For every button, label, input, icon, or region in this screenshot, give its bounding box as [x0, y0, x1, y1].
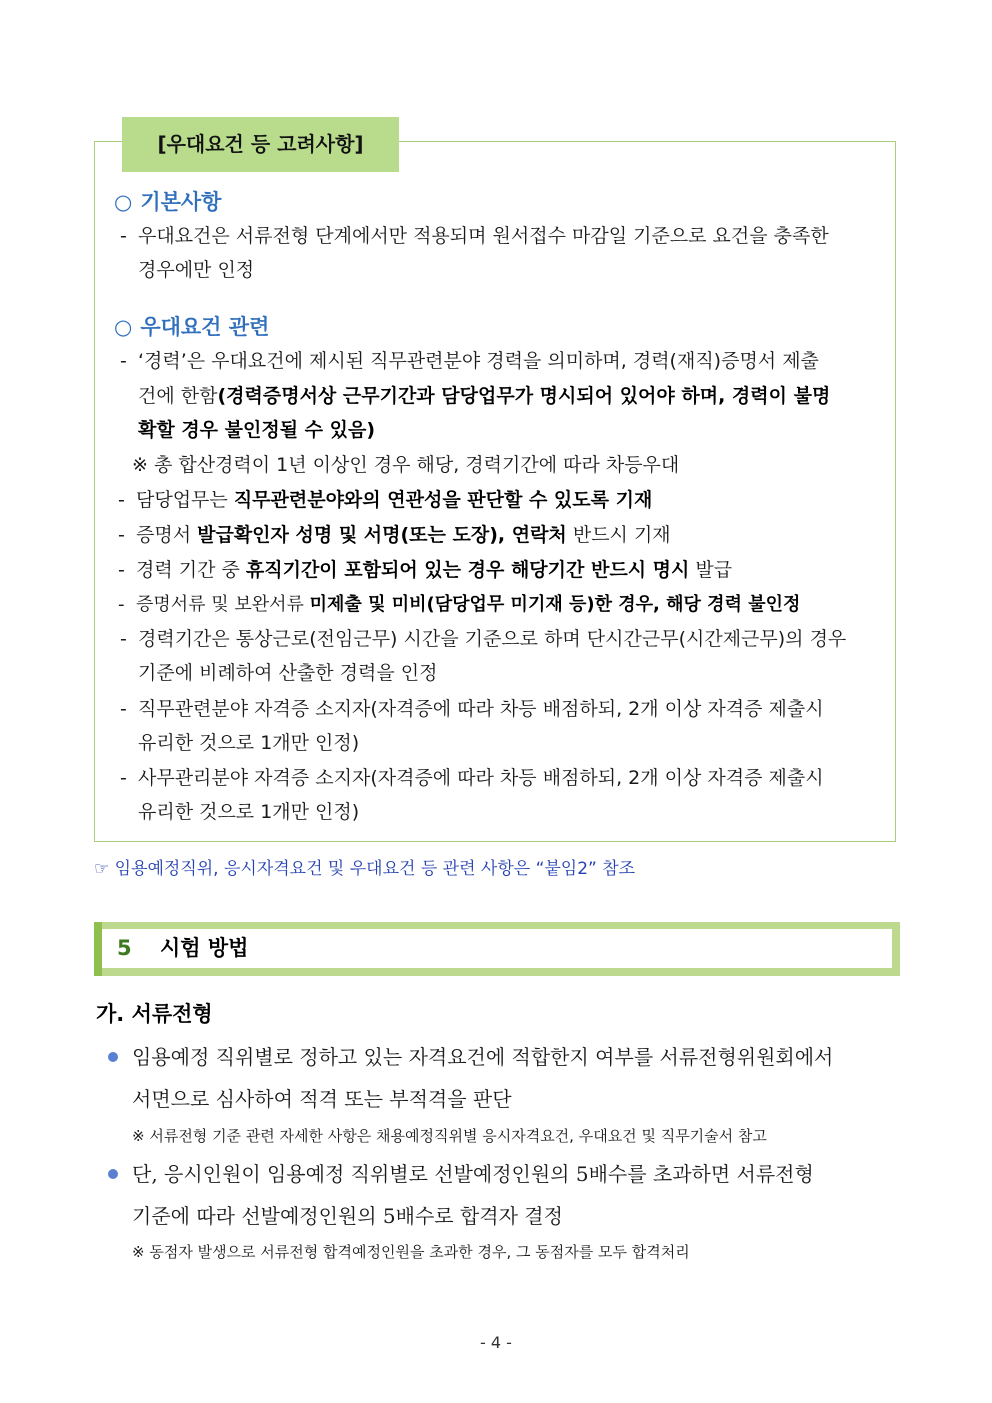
bullet1-note: ※ 서류전형 기준 관련 자세한 사항은 채용예정직위별 응시자격요건, 우대요건 및 직무기술서 참고	[132, 1127, 767, 1145]
circle-marker-icon: ○	[114, 315, 133, 339]
bullet2-note: ※ 동점자 발생으로 서류전형 합격예정인원을 초과한 경우, 그 동점자를 모두 합격처리	[132, 1243, 690, 1261]
reference-note: ☞ 임용예정직위, 응시자격요건 및 우대요건 등 관련 사항은 “붙임2” 참조	[94, 859, 636, 879]
period-line1: - 경력기간은 통상근로(전임근무) 시간을 기준으로 하며 단시간근무(시간제근무)의 경우	[120, 628, 847, 650]
bullet-dot-icon	[108, 1169, 118, 1179]
bullet1-line2: 서면으로 심사하여 적격 또는 부적격을 판단	[132, 1087, 512, 1111]
basic-heading-text: 기본사항	[140, 190, 222, 214]
bullet-dot-icon	[108, 1052, 118, 1062]
career-note: ※ 총 합산경력이 1년 이상인 경우 해당, 경력기간에 따라 차등우대	[132, 454, 680, 476]
section-number: 5	[117, 936, 132, 960]
period-line2: 기준에 비례하여 산출한 경력을 인정	[138, 662, 438, 684]
bullet2-line1: 단, 응시인원이 임용예정 직위별로 선발예정인원의 5배수를 초과하면 서류전형	[132, 1162, 814, 1186]
page-number: - 4 -	[480, 1333, 512, 1352]
bullet1-line1: 임용예정 직위별로 정하고 있는 자격요건에 적합한지 여부를 서류전형위원회에서	[132, 1045, 834, 1069]
subsection-title: 가. 서류전형	[96, 1002, 213, 1026]
basic-heading	[114, 187, 221, 217]
related-heading	[114, 312, 269, 342]
basic-item-line2: 경우에만 인정	[138, 259, 255, 281]
circle-marker-icon: ○	[114, 190, 133, 214]
license2-line1: - 사무관리분야 자격증 소지자(자격증에 따라 차등 배점하되, 2개 이상 자격증 제출시	[120, 767, 824, 789]
license1-line1: - 직무관련분야 자격증 소지자(자격증에 따라 차등 배점하되, 2개 이상 자격증 제출시	[120, 698, 824, 720]
basic-item-line1: - 우대요건은 서류전형 단계에서만 적용되며 원서접수 마감일 기준으로 요건을 충족한	[120, 225, 829, 247]
license2-line2: 유리한 것으로 1개만 인정)	[138, 801, 360, 823]
section-header-strip	[94, 922, 102, 976]
missing-line: - 증명서류 및 보완서류 미제출 및 미비(담당업무 미기재 등)한 경우, 해당 경력 불인정	[118, 594, 801, 615]
duty-line: - 담당업무는 직무관련분야와의 연관성을 판단할 수 있도록 기재	[118, 489, 653, 511]
bullet2-line2: 기준에 따라 선발예정인원의 5배수로 합격자 결정	[132, 1204, 563, 1228]
cert-line: - 증명서 발급확인자 성명 및 서명(또는 도장), 연락처 반드시 기재	[118, 524, 671, 546]
section-title: 시험 방법	[160, 936, 249, 960]
career-line1: - ‘경력’은 우대요건에 제시된 직무관련분야 경력을 의미하며, 경력(재직)증명서 제출	[120, 350, 819, 372]
career-line2: 건에 한함(경력증명서상 근무기간과 담당업무가 명시되어 있어야 하며, 경력이 불명	[138, 385, 831, 407]
box-title: [우대요건 등 고려사항]	[122, 117, 399, 172]
career-line3: 확할 경우 불인정될 수 있음)	[138, 419, 376, 441]
related-heading-text: 우대요건 관련	[140, 315, 270, 339]
license1-line2: 유리한 것으로 1개만 인정)	[138, 732, 360, 754]
leave-line: - 경력 기간 중 휴직기간이 포함되어 있는 경우 해당기간 반드시 명시 발급	[118, 559, 733, 581]
